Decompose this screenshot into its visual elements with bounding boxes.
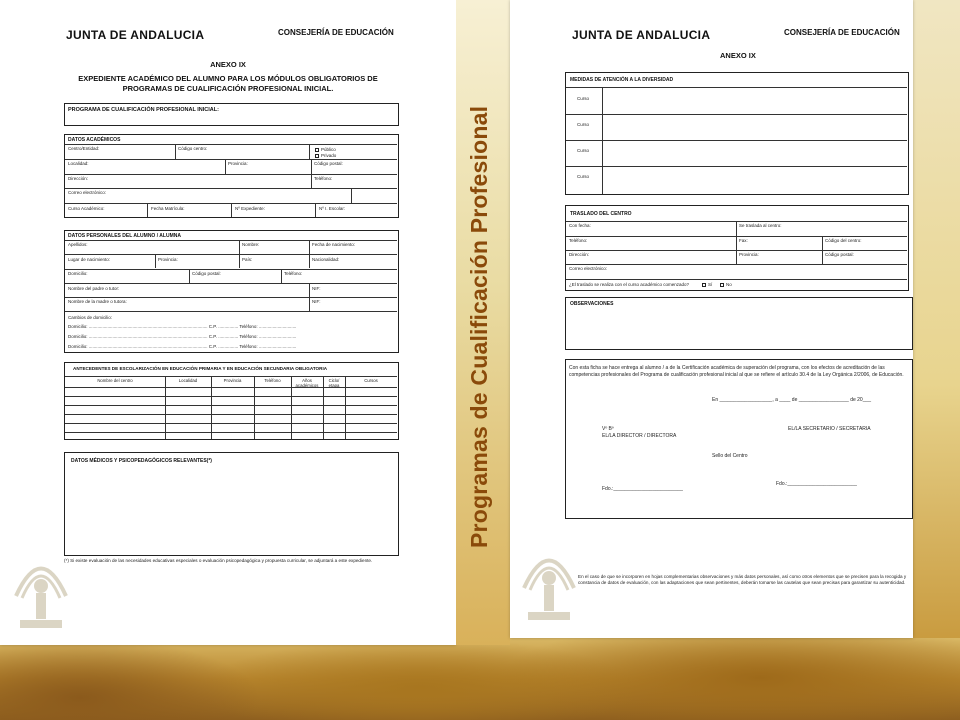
observaciones-title: OBSERVACIONES	[570, 301, 614, 307]
datos-academicos-box	[64, 134, 399, 218]
escolar-label: Nº I. Escolar:	[319, 206, 346, 211]
table-column-divider	[165, 376, 166, 439]
nif-label: NIF:	[312, 286, 321, 291]
codigo-centro-label: Código centro:	[178, 146, 208, 151]
certificacion-box	[565, 359, 913, 519]
privado-label: Privado	[321, 153, 337, 158]
curso-label: Curso	[577, 148, 590, 153]
background-right	[912, 0, 960, 640]
privado-option[interactable]	[315, 153, 336, 158]
table-column-divider	[323, 376, 324, 439]
fecha-lugar-line: En ___________________, a ____ de __________________ de 20___	[712, 397, 872, 403]
domicilio-label: Domicilio:	[68, 271, 88, 276]
table-row	[65, 387, 397, 388]
table-row	[65, 423, 397, 424]
codigo-postal-label: Código postal:	[314, 161, 343, 166]
consejeria-header: CONSEJERÍA DE EDUCACIÓN	[784, 28, 900, 37]
main-title-line-2: PROGRAMAS DE CUALIFICACIÓN PROFESIONAL INICIAL.	[122, 84, 334, 93]
director-label: EL/LA DIRECTOR / DIRECTORA	[602, 433, 677, 439]
divider	[65, 188, 397, 189]
correo-label: Correo electrónico:	[68, 190, 107, 195]
antecedentes-column-header: Años académicos	[295, 378, 319, 388]
divider	[225, 159, 226, 174]
domicilio-change-row: Domicilio: ............................................................................................... C.P. ................ Teléfono: ..............................	[68, 344, 297, 349]
consejeria-header: CONSEJERÍA DE EDUCACIÓN	[278, 28, 394, 37]
curso-academico-label: Curso Académico:	[68, 206, 105, 211]
apellidos-label: Apellidos:	[68, 242, 88, 247]
traslado-box	[565, 205, 909, 291]
divider	[309, 144, 310, 159]
andalucia-emblem-icon	[6, 536, 76, 636]
nombre-padre-label: Nombre del padre o tutor:	[68, 286, 120, 291]
divider	[65, 240, 397, 241]
traslado-title: TRASLADO DEL CENTRO	[570, 211, 632, 217]
table-row	[65, 432, 397, 433]
datos-personales-title: DATOS PERSONALES DEL ALUMNO / ALUMNA	[68, 233, 181, 239]
domicilio-change-row: Domicilio: ............................................................................................... C.P. ................ Teléfono: ..............................	[68, 324, 297, 329]
divider	[311, 174, 312, 188]
antecedentes-column-header: Nombre del centro	[97, 378, 133, 383]
checkbox-icon	[702, 283, 706, 287]
telefono-label: Teléfono:	[569, 238, 588, 243]
divider	[175, 144, 176, 159]
nif-label: NIF:	[312, 299, 321, 304]
divider	[147, 203, 148, 217]
table-column-divider	[291, 376, 292, 439]
anexo-title: ANEXO IX	[720, 51, 756, 60]
sello-centro-label: Sello del Centro	[712, 453, 748, 459]
divider	[65, 376, 397, 377]
anexo-title: ANEXO IX	[210, 60, 246, 69]
divider	[566, 279, 907, 280]
divider	[566, 264, 907, 265]
provincia-label: Provincia:	[228, 161, 248, 166]
antecedentes-column-header: Ciclo/ etapa	[328, 378, 340, 388]
lugar-nacimiento-label: Lugar de nacimiento:	[68, 257, 111, 262]
divider	[65, 254, 397, 255]
centro-label: Centro/Entidad:	[68, 146, 100, 151]
table-column-divider	[211, 376, 212, 439]
table-row	[65, 414, 397, 415]
divider	[65, 159, 397, 160]
antecedentes-column-header: Cursos	[364, 378, 378, 383]
no-option[interactable]	[720, 282, 732, 287]
divider	[566, 87, 907, 88]
divider	[65, 269, 397, 270]
medidas-box	[565, 72, 909, 195]
divider	[189, 269, 190, 283]
table-row	[65, 396, 397, 397]
secretario-signature-line: Fdo.:_________________________	[776, 481, 857, 487]
certificacion-text: Con esta ficha se hace entrega al alumno / a de la Certificación académica de superación del programa, con los efectos de acreditación de las competencias profesionales del Programa de cualificación profesional inicial al que se refiere el artículo 30.4 de la Ley Orgánica 2/2006, de Educación.	[569, 365, 904, 378]
divider	[65, 311, 397, 312]
main-title-line-1: EXPEDIENTE ACADÉMICO DEL ALUMNO PARA LOS MÓDULOS OBLIGATORIOS DE	[78, 74, 378, 83]
footnote: (*) Si existe evaluación de las necesidades educativas especiales o evaluación psicopedagógica y propuesta curricular, se adjuntará a este expediente.	[64, 558, 373, 563]
nombre-madre-label: Nombre de la madre o tutora:	[68, 299, 127, 304]
table-row	[65, 405, 397, 406]
si-label: Sí	[708, 282, 713, 287]
divider	[315, 203, 316, 217]
visto-bueno: Vº Bº	[602, 426, 614, 432]
divider	[309, 240, 310, 254]
traslado-question: ¿El traslado se realiza con el curso académico comenzado?	[569, 282, 690, 287]
direccion-label: Dirección:	[68, 176, 89, 181]
curso-label: Curso	[577, 122, 590, 127]
divider	[65, 283, 397, 284]
antecedentes-column-header: Localidad	[178, 378, 198, 383]
programa-box	[64, 103, 399, 126]
divider	[566, 140, 907, 141]
table-column-divider	[345, 376, 346, 439]
checkbox-icon	[720, 283, 724, 287]
divider	[351, 188, 352, 203]
localidad-label: Localidad:	[68, 161, 89, 166]
divider	[309, 254, 310, 268]
codigo-centro-label: Código del centro:	[825, 238, 862, 243]
junta-logo: JUNTA DE ANDALUCIA	[66, 28, 205, 42]
con-fecha-label: Con fecha:	[569, 223, 591, 228]
datos-academicos-title: DATOS ACADÉMICOS	[68, 137, 121, 143]
si-option[interactable]	[702, 282, 712, 287]
fecha-nacimiento-label: Fecha de nacimiento:	[312, 242, 356, 247]
divider	[231, 203, 232, 217]
publico-option[interactable]	[315, 147, 336, 152]
datos-personales-box	[64, 230, 399, 353]
background-bottom	[0, 638, 960, 720]
datos-medicos-box	[64, 452, 399, 556]
divider	[566, 166, 907, 167]
programa-label: PROGRAMA DE CUALIFICACIÓN PROFESIONAL INICIAL:	[68, 107, 219, 113]
telefono-label: Teléfono:	[314, 176, 333, 181]
table-column-divider	[254, 376, 255, 439]
domicilio-change-row: Domicilio: ............................................................................................... C.P. ................ Teléfono: ..............................	[68, 334, 297, 339]
junta-logo: JUNTA DE ANDALUCIA	[572, 28, 711, 42]
side-title: Programas de Cualificación Profesional	[466, 105, 492, 548]
datos-medicos-title: DATOS MÉDICOS Y PSICOPEDAGÓGICOS RELEVANTES(*)	[71, 458, 212, 464]
telefono-label: Teléfono:	[284, 271, 303, 276]
divider	[736, 221, 737, 264]
divider	[155, 254, 156, 268]
fax-label: Fax:	[739, 238, 748, 243]
codigo-postal-label: Código postal:	[825, 252, 854, 257]
divider	[65, 144, 397, 145]
pais-label: País:	[242, 257, 253, 262]
curso-label: Curso	[577, 96, 590, 101]
divider	[65, 174, 397, 175]
divider	[65, 297, 397, 298]
andalucia-emblem-icon	[514, 528, 584, 628]
divider	[239, 240, 240, 254]
checkbox-icon	[315, 148, 319, 152]
codigo-postal-label: Código postal:	[192, 271, 221, 276]
cambios-domicilio-label: Cambios de domicilio:	[68, 315, 113, 320]
divider	[566, 114, 907, 115]
checkbox-icon	[315, 154, 319, 158]
se-traslada-label: Se traslada al centro:	[739, 223, 782, 228]
divider	[311, 159, 312, 174]
antecedentes-box	[64, 362, 399, 440]
divider	[239, 254, 240, 268]
curso-label: Curso	[577, 174, 590, 179]
provincia-label: Provincia:	[739, 252, 759, 257]
observaciones-box	[565, 297, 913, 350]
divider	[566, 236, 907, 237]
antecedentes-title: ANTECEDENTES DE ESCOLARIZACIÓN EN EDUCACIÓN PRIMARIA Y EN EDUCACIÓN SECUNDARIA OBLIGATORIA	[73, 366, 328, 371]
nombre-label: Nombre:	[242, 242, 260, 247]
secretario-label: EL/LA SECRETARIO / SECRETARIA	[788, 426, 871, 432]
nacionalidad-label: Nacionalidad:	[312, 257, 340, 262]
closing-note: En el caso de que se incorporen en hojas complementarias observaciones y más datos personales, así como otros elementos que se precisen para la recogida y constancia de datos de evaluación, con las adaptaciones que sean pertinentes, deberán tomarse las cautelas que sean precisas para garantizar su autenticidad.	[578, 574, 907, 586]
direccion-label: Dirección:	[569, 252, 590, 257]
provincia-label: Provincia:	[158, 257, 178, 262]
antecedentes-column-header: Provincia	[223, 378, 242, 383]
antecedentes-column-header: Teléfono	[264, 378, 281, 383]
divider	[566, 250, 907, 251]
publico-label: Público	[321, 147, 336, 152]
fecha-matricula-label: Fecha Matrícula:	[151, 206, 185, 211]
divider	[281, 269, 282, 283]
medidas-title: MEDIDAS DE ATENCIÓN A LA DIVERSIDAD	[570, 77, 674, 83]
no-label: No	[726, 282, 732, 287]
correo-label: Correo electrónico:	[569, 266, 608, 271]
director-signature-line: Fdo.:_________________________	[602, 486, 683, 492]
expediente-label: Nº Expediente:	[235, 206, 265, 211]
